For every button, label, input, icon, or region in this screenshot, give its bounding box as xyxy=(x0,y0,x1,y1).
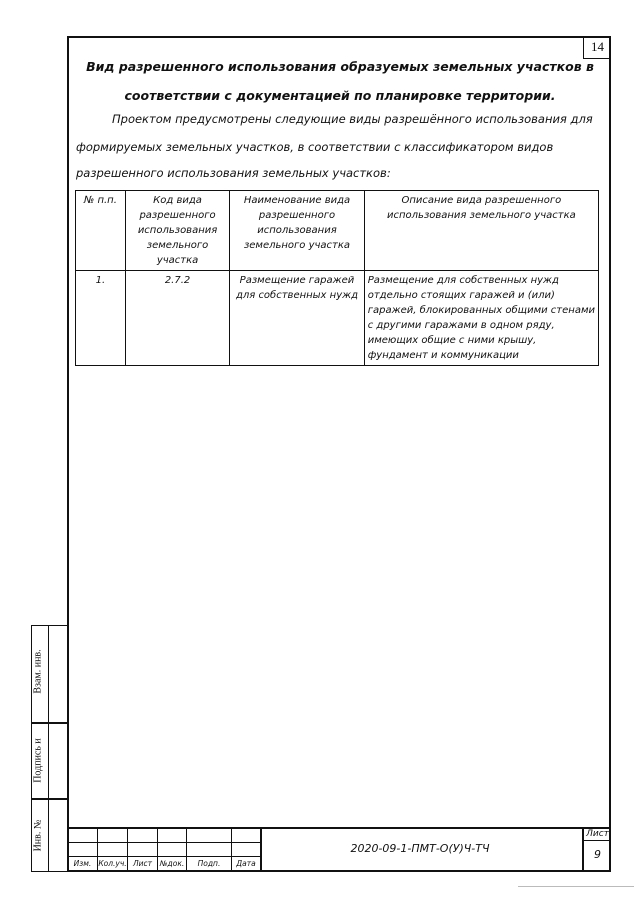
title-block-top-line xyxy=(67,827,611,829)
page-frame xyxy=(67,36,611,872)
sheet-label: Лист xyxy=(586,829,609,839)
section-title-line-1: Вид разрешенного использования образуемых земельных участков в xyxy=(86,59,594,74)
tb-label-podp: Подп. xyxy=(197,859,221,868)
side-stamp-divider xyxy=(48,625,49,872)
cell-description: Размещение для собственных нужд отдельно стоящих гаражей и (или) гаражей, блокированных общими стенами с другими гаражами в одном ряду, имеющих общие с ними крышу, фундамент и коммуникации xyxy=(364,271,598,366)
cell-code: 2.7.2 xyxy=(125,271,229,366)
table-row xyxy=(76,271,599,366)
tb-label-list: Лист xyxy=(132,859,152,868)
scan-edge-line xyxy=(518,886,634,887)
header-num: № п.п. xyxy=(76,191,126,271)
header-code: Код вида разрешенного использования земельного участка xyxy=(125,191,229,271)
tb-label-izm: Изм. xyxy=(73,859,92,868)
sheet-box-divider xyxy=(583,840,611,841)
table-header-row xyxy=(76,191,599,271)
paragraph-line-1: Проектом предусмотрены следующие виды разрешённого использования для xyxy=(112,112,593,126)
header-description: Описание вида разрешенного использования земельного участка xyxy=(364,191,598,271)
tb-label-data: Дата xyxy=(236,859,256,868)
section-title-line-2: соответствии с документацией по планировке территории. xyxy=(124,88,556,103)
land-use-table xyxy=(75,190,599,366)
side-label-inv: Инв. № xyxy=(32,819,44,852)
cell-num: 1. xyxy=(76,271,126,366)
side-label-vzam: Взам. инв. xyxy=(32,649,44,694)
page-number: 14 xyxy=(583,36,611,59)
cell-name: Размещение гаражей для собственных нужд xyxy=(230,271,364,366)
tb-label-koluch: Кол.уч. xyxy=(98,859,127,868)
header-name: Наименование вида разрешенного использования земельного участка xyxy=(230,191,364,271)
tb-col-6 xyxy=(260,827,262,872)
tb-label-ndok: №док. xyxy=(159,859,185,868)
paragraph-line-3: разрешенного использования земельных участков: xyxy=(76,166,391,180)
sheet-number: 9 xyxy=(594,848,601,861)
side-label-podpis: Подпись и xyxy=(32,738,44,783)
document-code: 2020-09-1-ПМТ-О(У)Ч-ТЧ xyxy=(350,842,490,855)
paragraph-line-2: формируемых земельных участков, в соответствии с классификатором видов xyxy=(76,140,554,154)
